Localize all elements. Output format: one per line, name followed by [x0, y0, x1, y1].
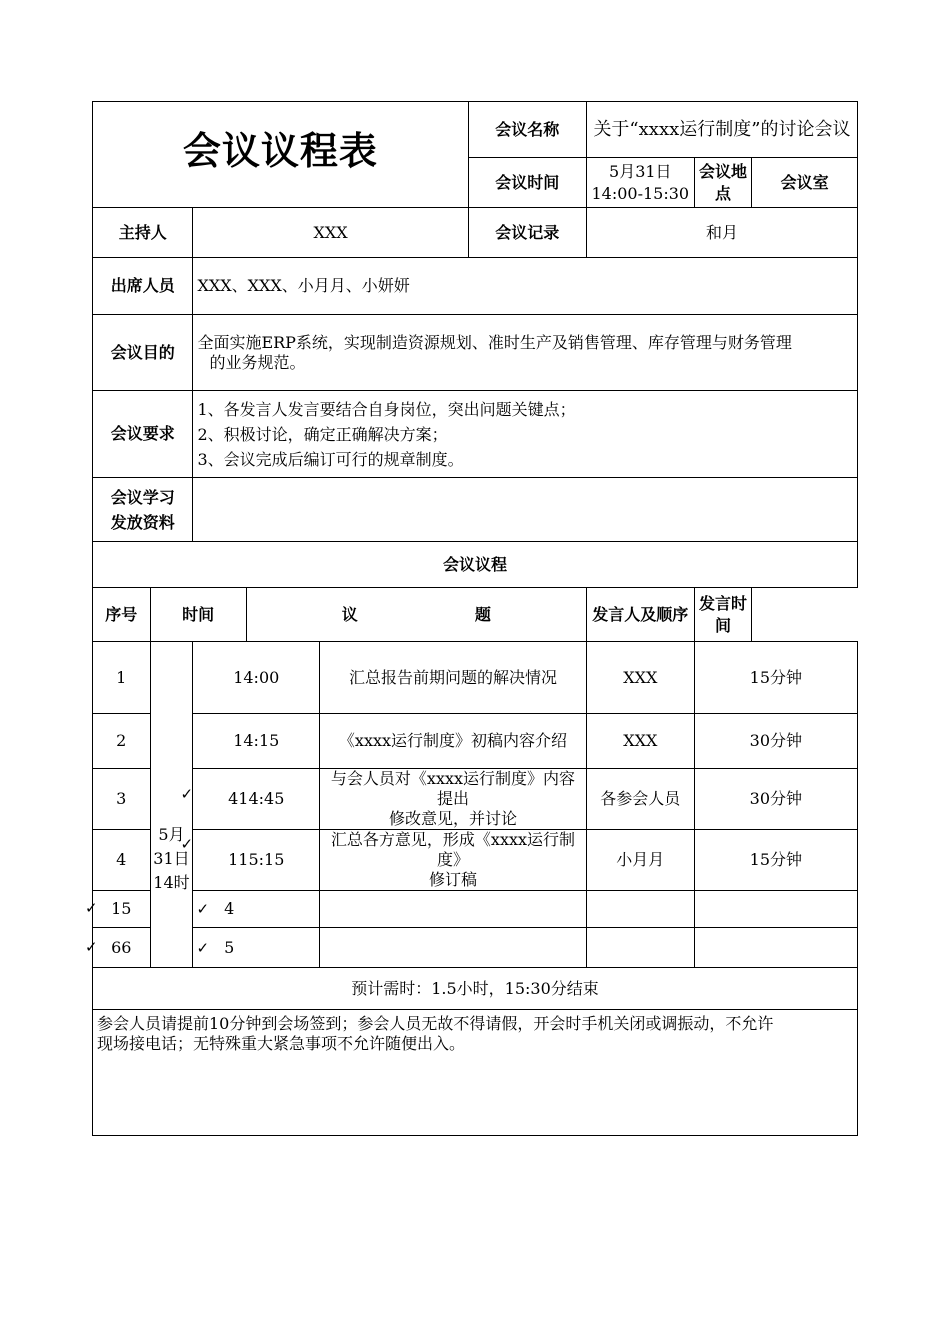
row-topic: [320, 769, 587, 830]
meeting-time-label: 会议时间: [468, 158, 586, 208]
row-speaker: [586, 891, 694, 928]
meeting-time: [586, 158, 694, 208]
date-line-1: 5月: [158, 824, 185, 844]
row-topic-line-2: 修改意见，并讨论: [388, 809, 517, 828]
header-time-wrap: [150, 588, 246, 642]
row-duration: 15分钟: [694, 642, 857, 714]
row-topic-line-1: 与会人员对《xxxx运行制度》内容提出: [330, 769, 576, 808]
table-row: [93, 928, 858, 968]
requirements-label: 会议要求: [93, 391, 193, 478]
row-topic: 《xxxx运行制度》初稿内容介绍: [320, 714, 587, 769]
notes: [93, 1010, 858, 1136]
header-speaker: 发言人及顺序: [586, 588, 694, 642]
recorder-label: 会议记录: [468, 208, 586, 258]
notes-line-1: 参会人员请提前10分钟到会场签到；参会人员无故不得请假，开会时手机关闭或调振动，不允许: [97, 1014, 774, 1033]
row-time: 414:45: [193, 769, 320, 830]
row-duration: [694, 891, 857, 928]
row-topic: 汇总报告前期问题的解决情况: [320, 642, 587, 714]
table-row: [93, 714, 858, 769]
header-topic-a: 议: [341, 604, 358, 624]
row-topic: [320, 891, 587, 928]
table-row: [93, 642, 858, 714]
row-time: ✓ 5: [193, 928, 320, 968]
check-icon: ✓: [85, 938, 98, 956]
row-topic-line-1: 汇总各方意见，形成《xxxx运行制度》: [330, 830, 576, 869]
row-duration: 30分钟: [694, 769, 857, 830]
meeting-agenda-table: [85, 101, 858, 1136]
row-topic: [320, 928, 587, 968]
row-topic-line-2: 修订稿: [428, 870, 477, 889]
row-time: ✓ 4: [193, 891, 320, 928]
date-cell: [150, 642, 193, 968]
requirement-3: 3、会议完成后编订可行的规章制度。: [197, 449, 464, 469]
meeting-name-label: 会议名称: [468, 102, 586, 158]
table-row: [93, 891, 858, 928]
host-label: 主持人: [93, 208, 193, 258]
purpose-line-1: 全面实施ERP系统，实现制造资源规划、准时生产及销售管理、库存管理与财务管理: [197, 332, 792, 352]
row-duration: 15分钟: [694, 830, 857, 891]
estimate: 预计需时：1.5小时，15:30分结束: [93, 968, 858, 1010]
row-speaker: XXX: [586, 714, 694, 769]
requirement-1: 1、各发言人发言要结合自身岗位，突出问题关键点；: [197, 399, 576, 419]
row-seq: 4: [93, 830, 151, 891]
row-time: 14:00: [193, 642, 320, 714]
row-seq: 2: [93, 714, 151, 769]
row-speaker: 小月月: [586, 830, 694, 891]
row-speaker: [586, 928, 694, 968]
check-icon: ✓: [85, 899, 98, 917]
header-time: 时间: [182, 604, 215, 624]
meeting-name: 关于“xxxx运行制度”的讨论会议: [586, 102, 857, 158]
recorder: 和月: [586, 208, 857, 258]
date-line-2: 31日: [153, 848, 190, 868]
date-line-3: 14时: [153, 872, 190, 892]
page-title: [93, 102, 469, 208]
host: XXX: [193, 208, 468, 258]
purpose: [193, 315, 858, 391]
meeting-place: 会议室: [752, 158, 858, 208]
row-duration: [694, 928, 857, 968]
row-seq: 3: [93, 769, 151, 830]
check-icon: ✓: [180, 835, 194, 853]
row-speaker: XXX: [586, 642, 694, 714]
row-seq: ✓ 15: [93, 891, 151, 928]
table-row: [93, 769, 858, 830]
requirements: [193, 391, 858, 478]
meeting-place-label: 会议地点: [694, 158, 752, 208]
purpose-label: 会议目的: [93, 315, 193, 391]
row-time: 115:15: [193, 830, 320, 891]
notes-line-2: 现场接电话；无特殊重大紧急事项不允许随便出入。: [97, 1034, 466, 1053]
row-duration: 30分钟: [694, 714, 857, 769]
materials-label-line-1: 会议学习: [110, 487, 175, 507]
meeting-date: 5月31日: [609, 161, 672, 181]
check-icon: ✓: [180, 785, 194, 803]
agenda-heading: 会议议程: [93, 542, 858, 588]
header-seq: 序号: [93, 588, 151, 642]
materials-label: [93, 478, 193, 542]
attendees-label: 出席人员: [93, 258, 193, 315]
row-time: 14:15: [193, 714, 320, 769]
header-duration: 发言时间: [694, 588, 752, 642]
row-topic: [320, 830, 587, 891]
title-text: 会议议程表: [182, 128, 378, 173]
check-icon: ✓: [196, 900, 210, 918]
row-speaker: 各参会人员: [586, 769, 694, 830]
row-seq: 1: [93, 642, 151, 714]
purpose-line-2: 的业务规范。: [209, 352, 306, 372]
meeting-hours: 14:00-15:30: [591, 183, 690, 203]
header-topic: [246, 588, 586, 642]
row-seq: ✓ 66: [93, 928, 151, 968]
attendees: XXX、XXX、小月月、小妍妍: [193, 258, 858, 315]
table-row: [93, 830, 858, 891]
header-topic-b: 题: [474, 604, 491, 624]
materials-label-line-2: 发放资料: [110, 512, 175, 532]
check-icon: ✓: [196, 938, 210, 957]
materials: [193, 478, 858, 542]
requirement-2: 2、积极讨论，确定正确解决方案；: [197, 424, 448, 444]
